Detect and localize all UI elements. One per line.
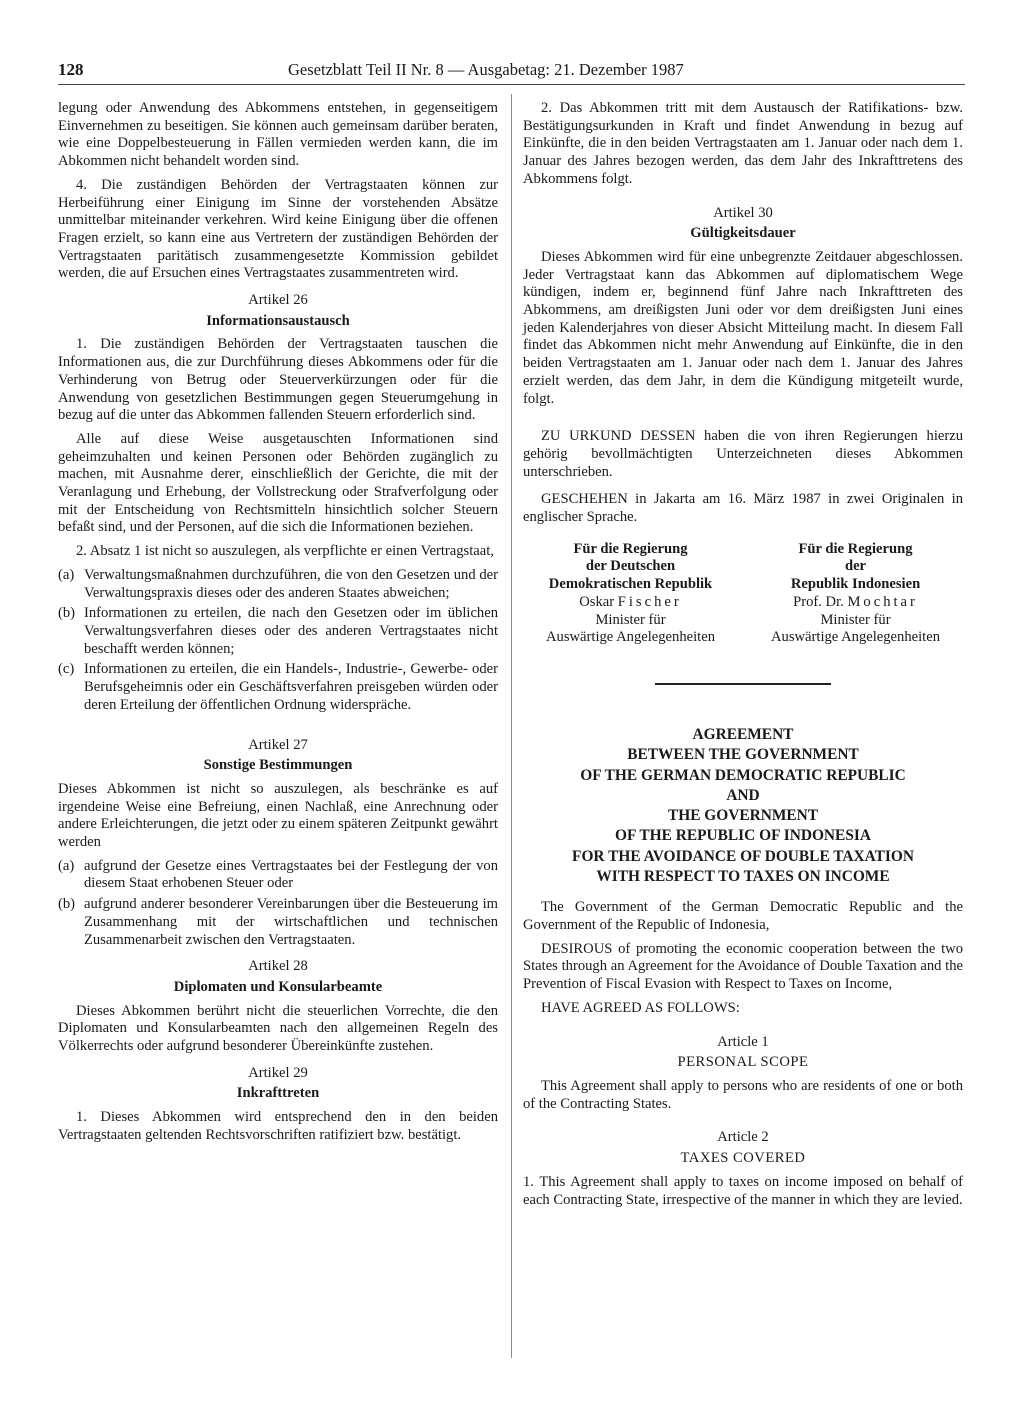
article-label: Artikel 30 [713, 204, 773, 221]
article-title: Inkrafttreten [236, 1085, 320, 1102]
article-title: PERSONAL SCOPE [677, 1054, 809, 1071]
running-head: Gesetzblatt Teil II Nr. 8 — Ausgabetag: 21. Dezember 1987 [288, 60, 684, 79]
article-label: Article 1 [717, 1033, 769, 1050]
list-item [58, 858, 498, 893]
title-line: THE GOVERNMENT [667, 807, 819, 825]
paragraph: This Agreement shall apply to persons who are residents of one or both of the Contracting States. [523, 1077, 963, 1112]
article-label: Artikel 27 [248, 736, 308, 753]
title-line: OF THE GERMAN DEMOCRATIC REPUBLIC [580, 766, 906, 784]
paragraph: The Government of the German Democratic Republic and the Government of the Republic of Indonesia, [523, 899, 963, 934]
paragraph: legung oder Anwendung des Abkommens entstehen, in gegenseitigem Einvernehmen zu beseitigen. Sie können auch gemeinsam darüber beraten, wie eine Doppelbesteuerung in Fällen vermieden werden kann, die im Abkommen nicht behandelt worden sind. [58, 100, 498, 170]
signature-line: der Deutschen [585, 558, 676, 575]
paragraph: 2. Absatz 1 ist nicht so auszulegen, als verpflichte er einen Vertragstaat, [76, 543, 494, 560]
list-item [58, 661, 498, 714]
paragraph: GESCHEHEN in Jakarta am 16. März 1987 in zwei Originalen in englischer Sprache. [523, 491, 963, 526]
list-text: Informationen zu erteilen, die nach den Gesetzen oder im üblichen Verwaltungsverfahren dieses oder des anderen Vertragstaates nicht beschafft werden können; [84, 605, 498, 657]
article-title: Gültigkeitsdauer [690, 225, 796, 242]
title-line: OF THE REPUBLIC OF INDONESIA [615, 827, 871, 845]
paragraph: 2. Das Abkommen tritt mit dem Austausch der Ratifikations- bzw. Bestätigungsurkunden in Kraft und findet Anwendung in bezug auf Einkünfte, die in den beiden Vertragstaaten am 1. Januar oder nach dem 1. Januar des Jahres bezogen werden, das dem Jahr des Inkrafttretens des Abkommens folgt. [523, 100, 963, 187]
list-marker: (c) [58, 661, 75, 678]
signature-line: Republik Indonesien [790, 576, 921, 593]
paragraph: DESIROUS of promoting the economic cooperation between the two States through an Agreement for the Avoidance of Double Taxation and the Prevention of Fiscal Evasion with Respect to Taxes on Income, [523, 940, 963, 993]
paragraph: HAVE AGREED AS FOLLOWS: [541, 999, 740, 1016]
page-number: 128 [58, 60, 84, 79]
signature-line: Demokratischen Republik [548, 576, 713, 593]
title-line: BETWEEN THE GOVERNMENT [627, 746, 859, 764]
paragraph: Alle auf diese Weise ausgetauschten Informationen sind geheimzuhalten und keinen Personen oder Behörden zugänglich zu machen, mit Ausnahme derer, einschließlich der Gerichte, die mit der Veranlagung und Erhebung, der Vollstreckung oder Strafverfolgung oder mit der Entscheidung von Rechtsmitteln hinsichtlich solcher Steuern befaßt sind, und der Personen, auf die sich die Informationen beziehen. [58, 430, 498, 536]
signatory-role: Auswärtige Angelegenheiten [546, 629, 715, 646]
signature-line: der [844, 558, 867, 575]
title-line: AND [726, 786, 760, 804]
signatory-name [748, 594, 963, 612]
separator-rule [655, 683, 831, 685]
column-divider [511, 94, 512, 1358]
list-text: Verwaltungsmaßnahmen durchzuführen, die von den Gesetzen und der Verwaltungspraxis dieses oder des anderen Staates abweichen; [84, 566, 498, 601]
list-marker: (a) [58, 566, 75, 583]
list-item [58, 567, 498, 602]
article-label: Artikel 26 [248, 292, 308, 309]
list-marker: (a) [58, 857, 75, 874]
signatory-role: Auswärtige Angelegenheiten [771, 629, 940, 646]
article-label: Artikel 29 [248, 1064, 308, 1081]
title-line: FOR THE AVOIDANCE OF DOUBLE TAXATION [572, 847, 914, 865]
agreement-title [523, 725, 963, 887]
page-header [58, 60, 965, 82]
paragraph: Dieses Abkommen ist nicht so auszulegen, als beschränke es auf irgendeine Weise eine Befreiung, einen Nachlaß, eine Anrechnung oder andere Erleichterungen, die jetzt oder zu einem späteren Zeitpunkt gewährt werden [58, 780, 498, 851]
signature-section [523, 541, 963, 647]
signatory-surname: Mochtar [847, 593, 918, 610]
left-column [58, 100, 498, 1151]
list-item [58, 605, 498, 658]
article-title: Sonstige Bestimmungen [203, 757, 353, 774]
list-text: aufgrund der Gesetze eines Vertragstaates bei der Festlegung der von diesem Staat erhobenen Steuer oder [84, 857, 498, 892]
paragraph: 1. Dieses Abkommen wird entsprechend den in den beiden Vertragstaaten geltenden Rechtsvorschriften ratifiziert bzw. bestätigt. [58, 1109, 498, 1143]
list-text: aufgrund anderer besonderer Vereinbarungen über die Besteuerung im Zusammenhang mit der wirtschaftlichen und technischen Zusammenarbeit zwischen den Vertragstaaten. [84, 896, 498, 948]
list-item [58, 896, 498, 949]
signatory-title: Prof. Dr. [793, 593, 844, 610]
signature-block-indonesia [748, 541, 963, 647]
title-line: WITH RESPECT TO TAXES ON INCOME [596, 868, 890, 886]
paragraph: 4. Die zuständigen Behörden der Vertragstaaten können zur Herbeiführung einer Einigung im Sinne der vorstehenden Absätze unmittelbar miteinander verkehren. Wird keine Einigung über die offenen Fragen erzielt, so kann eine aus Vertretern der zuständigen Behörden der Vertragstaaten paritätisch zusammengesetzte Kommission gebildet werden, die auf Ersuchen eines Vertragstaates zusammentreten wird. [58, 176, 498, 282]
header-rule [58, 84, 965, 85]
article-label: Artikel 28 [248, 958, 308, 975]
paragraph: Dieses Abkommen berührt nicht die steuerlichen Vorrechte, die den Diplomaten und Konsularbeamten nach den allgemeinen Regeln des Völkerrechts oder aufgrund besonderer Übereinkünfte zustehen. [58, 1002, 498, 1055]
list-marker: (b) [58, 896, 76, 913]
signatory-role: Minister für [820, 611, 891, 628]
article-label: Article 2 [717, 1129, 769, 1146]
right-column [523, 100, 963, 1215]
article-title: Informationsaustausch [206, 312, 350, 329]
article-title: TAXES COVERED [680, 1150, 806, 1167]
signatory-surname: Fischer [617, 593, 682, 610]
list-text: Informationen zu erteilen, die ein Handels-, Industrie-, Gewerbe- oder Berufsgeheimnis oder ein Geschäftsverfahren preisgeben würden oder deren Erteilung der öffentlichen Ordnung widerspräche. [84, 661, 498, 713]
paragraph: 1. Die zuständigen Behörden der Vertragstaaten tauschen die Informationen aus, die zur Durchführung dieses Abkommens oder für die Verhinderung von Betrug oder Steuerverkürzungen oder für die Anwendung von gesetzlichen Bestimmungen gegen Steuerumgehung in bezug auf die unter das Abkommen fallenden Steuern erforderlich sind. [58, 336, 498, 424]
list-marker: (b) [58, 605, 76, 622]
signature-block-gdr [523, 541, 738, 647]
paragraph: 1. This Agreement shall apply to taxes on income imposed on behalf of each Contracting State, irrespective of the manner in which they are levied. [523, 1173, 963, 1208]
signatory-name [523, 594, 738, 612]
paragraph: ZU URKUND DESSEN haben die von ihren Regierungen hierzu gehörig bevollmächtigten Unterzeichneten dieses Abkommen unterschrieben. [523, 428, 963, 480]
paragraph: Dieses Abkommen wird für eine unbegrenzte Zeitdauer abgeschlossen. Jeder Vertragstaat kann das Abkommen auf diplomatischem Wege kündigen, indem er, beginnend fünf Jahre nach Inkrafttreten des Abkommens, am dreißigsten Juni oder vor dem dreißigsten Juni eines jeden Kalenderjahres von dieser Absicht Mitteilung macht. In diesem Fall findet das Abkommen nicht mehr Anwendung auf Einkünfte, die in den beiden Vertragstaaten am 1. Januar oder nach dem 1. Januar des Jahres erzielt werden, das dem Jahr, in dem die Kündigung mitgeteilt wurde, folgt. [523, 248, 963, 407]
title-line: AGREEMENT [692, 725, 794, 743]
signature-line: Für die Regierung [798, 540, 913, 557]
signature-line: Für die Regierung [573, 540, 688, 557]
signatory-first-name: Oskar [579, 593, 615, 610]
signatory-role: Minister für [595, 611, 666, 628]
article-title: Diplomaten und Konsularbeamte [173, 978, 383, 995]
